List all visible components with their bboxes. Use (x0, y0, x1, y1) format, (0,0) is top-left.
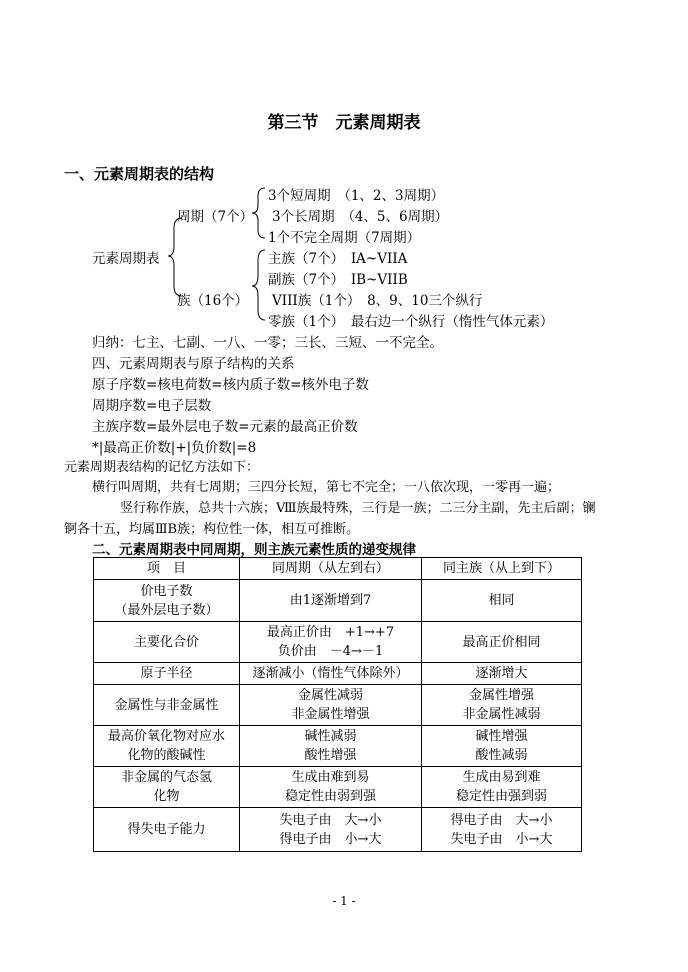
cell-text: 非金属性增强 (291, 707, 370, 722)
cell-text: 由1逐渐增到7 (289, 593, 372, 608)
period-cell (240, 685, 422, 726)
relation-line: 原子序数=核电荷数=核内质子数=核外电子数 (92, 377, 369, 393)
item-cell (94, 808, 240, 852)
item-cell (94, 663, 240, 685)
table-row (94, 685, 582, 726)
cell-text: 稳定性由强到弱 (455, 789, 547, 804)
properties-table (93, 557, 582, 852)
header-cell: 项 目 (94, 558, 240, 580)
cell-text: （最外层电子数） (114, 602, 219, 618)
cell-text: 失电子由 大→小 (279, 812, 382, 828)
cell-text: 稳定性由弱到强 (284, 789, 376, 804)
table-row (94, 622, 582, 663)
period-cell (240, 808, 422, 852)
cell-text: 碱性增强 (475, 729, 528, 744)
period-brace (252, 188, 265, 238)
cell-text: 得电子由 小→大 (279, 831, 382, 847)
group-item: 主族（7个） IA~VIIA (268, 251, 408, 267)
table-row (94, 663, 582, 685)
group-cell (422, 685, 582, 726)
group-cell (422, 808, 582, 852)
period-item: 1个不完全周期（7周期） (268, 230, 421, 246)
group-item: VIII族（1个） 8、9、10三个纵行 (272, 293, 483, 309)
cell-text: 化物 (153, 789, 180, 804)
group-cell (422, 767, 582, 808)
cell-text: 酸性减弱 (475, 748, 528, 763)
header-cell: 同主族（从上到下） (422, 558, 582, 580)
group-cell (422, 726, 582, 767)
cell-text: 负价由 －4→－1 (277, 644, 384, 659)
cell-text: 相同 (488, 593, 515, 608)
period-item: 3个短周期 （1、2、3周期） (268, 188, 445, 204)
group-cell (422, 580, 582, 622)
cell-text: 碱性减弱 (304, 729, 357, 744)
table-row (94, 580, 582, 622)
cell-text: 非金属的气态氢 (120, 770, 212, 785)
table-row (94, 808, 582, 852)
item-cell (94, 580, 240, 622)
period-cell (240, 726, 422, 767)
summary-line: 归纳：七主、七副、一八、一零；三长、三短、一不完全。 (92, 335, 443, 351)
period-cell (240, 663, 422, 685)
cell-text: 非金属性减弱 (462, 707, 541, 722)
item-cell (94, 726, 240, 767)
cell-text: 生成由难到易 (291, 770, 370, 785)
tree-group-label: 族（16个） (177, 293, 249, 309)
cell-text: 酸性增强 (304, 748, 357, 763)
memory-line: 锕各十五，均属ⅢB族；构位性一体，相互可推断。 (64, 522, 360, 537)
item-cell (94, 767, 240, 808)
page-title: 第三节 元素周期表 (267, 113, 421, 133)
cell-text: 金属性减弱 (297, 688, 363, 703)
table-header-row (94, 558, 582, 580)
period-item: 3个长周期 （4、5、6周期） (272, 209, 449, 225)
table-row (94, 767, 582, 808)
relation-line: 主族序数=最外层电子数=元素的最高正价数 (92, 419, 358, 435)
period-cell (240, 622, 422, 663)
group-item: 副族（7个） IB~VIIB (268, 272, 408, 288)
item-cell (94, 622, 240, 663)
memory-intro: 元素周期表结构的记忆方法如下： (64, 460, 260, 475)
relation-line: *|最高正价数|+|负价数|=8 (92, 440, 257, 456)
cell-text: 生成由易到难 (462, 770, 541, 785)
cell-text: 得电子由 大→小 (450, 812, 553, 828)
cell-text: 金属性增强 (468, 688, 534, 703)
section4-heading: 四、元素周期表与原子结构的关系 (92, 356, 295, 372)
tree-root-label: 元素周期表 (92, 251, 160, 267)
cell-text: 最高价氧化物对应水 (107, 729, 225, 744)
group-brace (252, 250, 265, 320)
cell-text: 价电子数 (140, 583, 193, 599)
page-number: - 1 - (332, 894, 356, 908)
group-cell (422, 663, 582, 685)
cell-text: 主要化合价 (133, 634, 199, 650)
root-brace (168, 218, 182, 296)
period-cell (240, 767, 422, 808)
item-cell (94, 685, 240, 726)
memory-line: 竖行称作族，总共十六族；Ⅷ族最特殊，三行是一族；二三分主副，先主后副；镧 (120, 501, 596, 516)
cell-text: 失电子由 小→大 (450, 831, 553, 847)
tree-period-label: 周期（7个） (177, 209, 254, 225)
section1-heading: 一、元素周期表的结构 (64, 165, 215, 183)
cell-text: 最高正价由 +1→+7 (266, 625, 395, 640)
group-item: 零族（1个） 最右边一个纵行（惰性气体元素） (268, 314, 554, 330)
period-cell (240, 580, 422, 622)
relation-line: 周期序数=电子层数 (92, 398, 212, 414)
cell-text: 最高正价相同 (462, 634, 541, 650)
cell-text: 化物的酸碱性 (127, 748, 206, 763)
cell-text: 原子半径 (140, 666, 193, 681)
group-cell (422, 622, 582, 663)
cell-text: 逐渐增大 (475, 666, 528, 681)
cell-text: 逐渐减小（惰性气体除外） (252, 666, 409, 681)
table-row (94, 726, 582, 767)
header-cell: 同周期（从左到右） (240, 558, 422, 580)
section2-heading: 二、元素周期表中同周期，则主族元素性质的递变规律 (92, 542, 416, 558)
cell-text: 金属性与非金属性 (114, 697, 219, 713)
memory-line: 横行叫周期，共有七周期；三四分长短，第七不完全；一八依次现，一零再一遍； (92, 480, 561, 495)
cell-text: 得失电子能力 (127, 822, 206, 837)
